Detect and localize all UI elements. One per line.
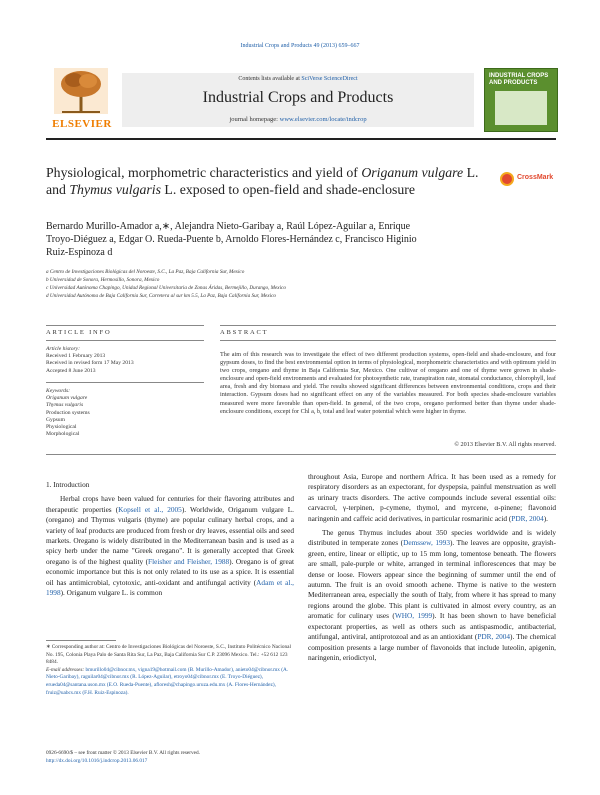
author-list [46,220,486,260]
email-addresses [46,667,294,697]
issn-doi [46,750,346,765]
footnotes [46,644,294,697]
keyword: Origanum vulgare [46,395,88,402]
history-item: Received in revised form 17 May 2013 [46,360,134,367]
masthead-divider [46,138,556,140]
crossmark-label: CrossMark [517,174,554,181]
text-run: ). Origanum vulgare L. is common [60,588,163,598]
text-run: ). The leaves are opposite, grayish-green, entire, linear or elliptic, up to 15 mm long, tomentose beneath. The flowers are small, pale-purple or white, arranged in terminal inflorescences that may be dense or loose. Flowers appear since the beginning of summer until the end of autumn. The fruit is an ovoid smooth achene. Thyme is native to the western Mediterranean area, especially the south of Italy, from where it has spread to many regions around the globe. This plant is cultivated in almost every country, as an aromatic for culinary uses ( [308,538,556,621]
journal-homepage [122,116,474,123]
text-run: ). Worldwide, Origanum vulgare L. (oregano) and Thymus vulgaris (thyme) are popular culinary herbal crops, and a variety of leaf products are produced from fresh or dry leaves, essential oils and seed markets. Oregano is widely distributed in the Mediterranean basin and is used as a spicy herb under the name "Greek oregano". It is generally accepted that Greek oregano is of the highest quality ( [46,504,295,566]
intro-paragraph [46,494,294,598]
keyword: Physiological [46,424,77,431]
elsevier-tree-icon [54,68,108,114]
email-label: E-mail addresses: [46,666,86,673]
masthead-band [122,73,474,127]
email-links[interactable]: bmurillo04@cibnor.mx, vigna19@hotmail.com (B. Murillo-Amador), anieto04@cibnor.mx (A. Nieto-Garibay), raguilar04@cibnor.mx (R. López-Aguilar), etroyo04@cibnor.mx (E. Troyo-Diéguez), erueda04@santana.uson.mx (E.O. Rueda-Puente), afloresh@chapingo.uruza.edu.mx (A. Flores-Hernández), fruiz@uabcs.mx (F.H. Ruiz-Espinoza). [46,666,289,696]
journal-title: Industrial Crops and Products [202,89,394,106]
crossmark-icon [500,172,514,186]
footnote-rule [46,640,116,641]
sciencedirect-link[interactable]: SciVerse ScienceDirect [301,76,358,82]
abstract-heading: ABSTRACT [220,329,269,336]
text-run: Herbal crops have been valued for centuries for their flavoring attributes and therapeutic properties ( [46,494,294,514]
body-right-column [308,472,556,663]
paper-title [46,164,486,198]
author-line: Troyo-Diéguez a, Edgar O. Rueda-Puente b, Arnoldo Flores-Hernández c, Francisco Higinio [46,234,417,246]
title-species-oregano: Origanum vulgare [361,165,464,180]
issn-line: 0926-6690/$ – see front matter © 2013 Elsevier B.V. All rights reserved. [46,750,200,756]
abstract-rule-bottom [220,340,556,341]
homepage-prefix: journal homepage: [229,116,280,123]
section-heading-introduction: 1. Introduction [46,480,90,489]
abstract-text: The aim of this research was to investigate the effect of two different production systems, open-field and shade-enclosure, and four gypsum doses, to find the best environmental option in terms of physiological, morphometric characteristics and with optimum yield in two crops, oregano and thyme in Baja California Sur, Mexico. One cultivar of oregano and one of thyme were grown in shade-enclosure and open-field environments and evaluated for photosynthetic rate, transpiration rate, stomatal conductance, chlorophyll, leaf area, fresh and dry biomass and yield. The results showed significant differences between environmental conditions, crops and their interaction. Gypsum doses had no significant effect on any of the variables measured. For both species shade-enclosure variables measured were more favorable than open-field. In general, of the two crops, oregano performed better than thyme under shade-enclosure conditions, except for Chl a, b, total and leaf water potential which were higher in thyme. [220,351,556,415]
article-info-rule-bottom [46,340,204,341]
author-line: Bernardo Murillo-Amador a,∗, Alejandra Nieto-Garibay a, Raúl López-Aguilar a, Enrique [46,221,411,232]
keywords [46,388,166,438]
crossmark-badge[interactable] [500,172,556,192]
citation-link[interactable]: PDR, 2004 [511,513,544,523]
keyword: Gypsum [46,416,65,423]
history-item: Accepted 8 June 2013 [46,367,96,374]
affiliation: c Universidad Autónoma Chapingo, Unidad Regional Universitaria de Zonas Áridas, Bermejillo, Durango, Mexico [46,285,286,291]
citation-link[interactable]: WHO, 1999 [394,611,433,621]
text-run: ). It has been shown to have beneficial expectorant properties, as well as others such as antispasmodic, antibacterial, antifungal, antiviral, antiprotozoal and as an antioxidant ( [308,611,556,642]
journal-cover-thumbnail[interactable] [484,68,558,132]
abstract-rule-top [220,325,556,326]
corresponding-author-note: ∗ Corresponding author at: Centro de Investigaciones Biológicas del Noroeste, S.C., Instituto Politécnico Nacional No. 195, Colonia Playa Palo de Santa Rita Sur, La Paz, Baja California Sur C.P. 23096 Mexico. Tel.: +52 612 123 8484. [46,644,291,666]
contents-available [122,76,474,82]
text-run: ). The chemical composition presents a large number of flavonoids that include luteolin, apigenin, naringenin, eriodictyol, [308,632,557,662]
title-part: L. exposed to open-field and shade-enclosure [160,182,415,197]
title-part: L. and [46,165,479,197]
text-run: ). Oregano is of great economic importance but this is not only related to its use as a spice. It is essential oil has antimicrobial, cytotoxic, anti-oxidant and antifungal activity ( [46,556,294,587]
journal-masthead [46,66,556,132]
text-run: throughout Asia, Europe and northern Africa. It has been used as a remedy for respiratory disorders as an expectorant, for dyspepsia, painful menstruation as well as urinary tracts disorders. The active compounds include several essential oils: carvacrol, γ-terpinen, p-cymene, thymol, and myrcene, α-pinene; flavonoid naringenin and caffeic acid derivatives, in particular rosmarinic acid ( [308,472,556,523]
article-history [46,346,166,375]
history-heading: Article history: [46,346,81,352]
affiliation: d Universidad Autónoma de Baja California Sur, Carretera al sur km 5.5, La Paz, Baja California Sur, Mexico [46,293,276,299]
article-info-heading: ARTICLE INFO [46,329,112,336]
doi-link[interactable]: http://dx.doi.org/10.1016/j.indcrop.2013.06.017 [46,757,148,764]
citation-link[interactable]: Adam et al., 1998 [46,577,294,598]
body-left-column [46,480,294,598]
contents-prefix: Contents lists available at [238,76,302,82]
cover-image [495,91,547,125]
affiliation: b Universidad de Sonora, Hermosillo, Sonora, Mexico [46,277,160,283]
history-item: Received 1 February 2013 [46,353,106,360]
publisher-wordmark: ELSEVIER [52,118,112,130]
keyword: Thymus vulgaris [46,402,84,409]
affiliations [46,268,556,300]
citation-link[interactable]: PDR, 2004 [477,632,511,642]
title-species-thyme: Thymus vulgaris [69,182,161,197]
elsevier-logo[interactable] [46,66,118,132]
homepage-link[interactable]: www.elsevier.com/locate/indcrop [279,116,367,123]
title-part: Physiological, morphometric characteristics and yield of [46,165,362,180]
abstract-end-rule [46,454,556,455]
keyword: Production systems [46,409,90,416]
running-head[interactable]: Industrial Crops and Products 49 (2013) 659–667 [240,43,360,49]
cover-title: INDUSTRIAL CROPS AND PRODUCTS [489,73,549,86]
citation-link[interactable]: Demssew, 1993 [403,538,450,548]
author-line: Ruiz-Espinoza d [46,247,113,259]
text-run: ). [543,513,548,523]
body-paragraph [308,528,556,663]
citation-link[interactable]: Kopsell et al., 2005 [118,504,182,514]
abstract-copyright: © 2013 Elsevier B.V. All rights reserved. [454,441,556,448]
keyword: Morphological [46,431,80,438]
text-run: The genus Thymus includes about 350 species worldwide and is widely distributed in temperate zones ( [308,528,556,548]
affiliation: a Centro de Investigaciones Biológicas del Noroeste, S.C., La Paz, Baja California Sur, Mexico [46,269,245,275]
keywords-heading: Keywords: [46,388,71,394]
keywords-rule [46,382,204,383]
body-paragraph [308,472,556,524]
article-info-rule-top [46,325,204,326]
citation-link[interactable]: Fleisher and Fleisher, 1988 [148,556,230,566]
